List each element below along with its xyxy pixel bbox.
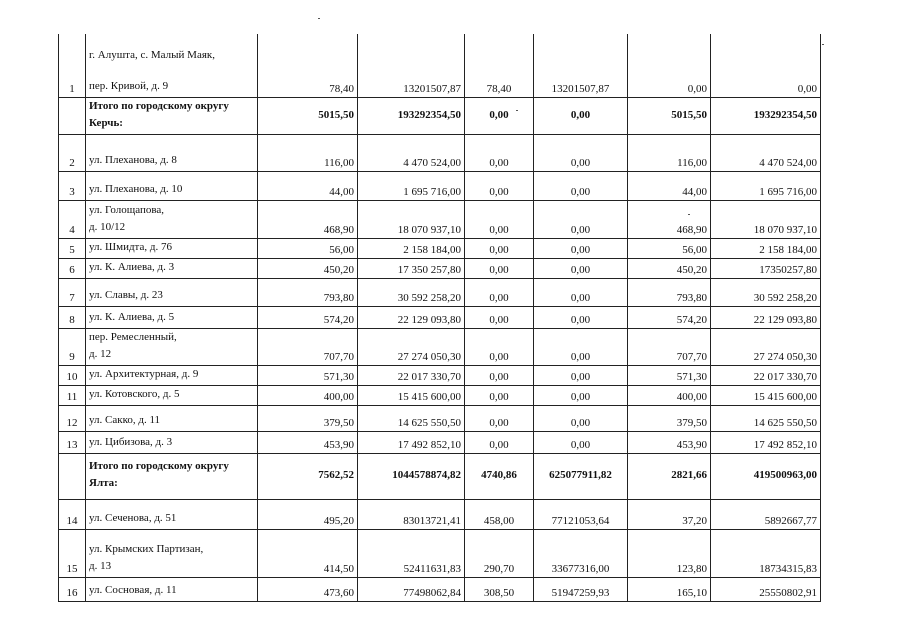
cost2-cell: 0,00 (534, 258, 628, 278)
cost2-cell: 0,00 (534, 171, 628, 200)
cost-cell: 1 695 716,00 (358, 171, 465, 200)
cost2-cell: 0,00 (534, 278, 628, 306)
area-cell: 44,00 (258, 171, 358, 200)
area3-cell: 574,20 (628, 306, 711, 328)
table-row (59, 499, 821, 529)
area2-cell: 0,00 (465, 306, 534, 328)
area2-cell: 0,00 (465, 365, 534, 385)
subtotal-row (59, 97, 821, 134)
cost-cell: 52411631,83 (358, 529, 465, 577)
cost2-cell: 77121053,64 (534, 499, 628, 529)
address-line: ул. Сосновая, д. 11 (89, 583, 177, 596)
table-row (59, 577, 821, 601)
row-number: 4 (59, 200, 86, 238)
cost3-cell: 18 070 937,10 (711, 200, 821, 238)
address-line: д. 13 (89, 559, 112, 572)
area-cell: 495,20 (258, 499, 358, 529)
area3-cell: 468,90 (628, 200, 711, 238)
address-line: ул. Плеханова, д. 10 (89, 182, 183, 195)
scan-speck (516, 110, 518, 111)
address-cell (86, 238, 258, 258)
row-number: 13 (59, 431, 86, 453)
cost2-cell: 0,00 (534, 328, 628, 365)
area3-cell: 56,00 (628, 238, 711, 258)
property-table (58, 34, 821, 602)
address-cell (86, 200, 258, 238)
cost2-cell: 0,00 (534, 238, 628, 258)
address-line: ул. Котовского, д. 5 (89, 387, 180, 400)
area-cell: 78,40 (258, 34, 358, 97)
area3-cell: 0,00 (628, 34, 711, 97)
table-body (59, 34, 821, 601)
area2-cell: 0,00 (465, 238, 534, 258)
scan-speck (318, 18, 320, 19)
cost3-cell: 25550802,91 (711, 577, 821, 601)
row-number: 3 (59, 171, 86, 200)
address-line: Керчь: (89, 116, 123, 129)
area-cell: 571,30 (258, 365, 358, 385)
area2-cell: 0,00 (465, 405, 534, 431)
area-cell: 453,90 (258, 431, 358, 453)
row-number: 10 (59, 365, 86, 385)
area2-cell: 0,00 (465, 200, 534, 238)
area-cell: 574,20 (258, 306, 358, 328)
cost-cell: 2 158 184,00 (358, 238, 465, 258)
area2-cell: 0,00 (465, 431, 534, 453)
address-cell (86, 134, 258, 171)
row-number: 12 (59, 405, 86, 431)
area2-cell: 78,40 (465, 34, 534, 97)
area3-cell: 400,00 (628, 385, 711, 405)
cost-cell: 83013721,41 (358, 499, 465, 529)
area-cell: 414,50 (258, 529, 358, 577)
cost2-cell: 0,00 (534, 385, 628, 405)
area-cell: 450,20 (258, 258, 358, 278)
address-line: ул. Голощапова, (89, 203, 165, 216)
table-row (59, 258, 821, 278)
row-number: 1 (59, 34, 86, 97)
cost2-cell: 0,00 (534, 431, 628, 453)
address-cell (86, 529, 258, 577)
row-number: 8 (59, 306, 86, 328)
area2-cell: 0,00 (465, 278, 534, 306)
scan-speck (688, 214, 690, 215)
address-line: ул. Шмидта, д. 76 (89, 240, 172, 253)
area-cell: 473,60 (258, 577, 358, 601)
cost-cell: 18 070 937,10 (358, 200, 465, 238)
area3-cell: 165,10 (628, 577, 711, 601)
row-number: 6 (59, 258, 86, 278)
cost2-cell: 0,00 (534, 134, 628, 171)
area3-cell: 37,20 (628, 499, 711, 529)
area-cell: 379,50 (258, 405, 358, 431)
address-line: Итого по городскому округу (89, 99, 229, 112)
cost-cell: 1044578874,82 (358, 453, 465, 499)
cost3-cell: 27 274 050,30 (711, 328, 821, 365)
address-line: пер. Кривой, д. 9 (89, 79, 169, 92)
address-line: Ялта: (89, 477, 118, 489)
area-cell: 7562,52 (258, 453, 358, 499)
scan-speck (822, 44, 824, 45)
address-cell (86, 405, 258, 431)
cost3-cell: 17 492 852,10 (711, 431, 821, 453)
area3-cell: 5015,50 (628, 97, 711, 134)
address-cell (86, 278, 258, 306)
cost3-cell: 2 158 184,00 (711, 238, 821, 258)
cost3-cell: 22 129 093,80 (711, 306, 821, 328)
area-cell: 116,00 (258, 134, 358, 171)
area2-cell: 0,00 (465, 134, 534, 171)
row-number: 2 (59, 134, 86, 171)
area3-cell: 793,80 (628, 278, 711, 306)
row-number: 16 (59, 577, 86, 601)
row-number: 9 (59, 328, 86, 365)
address-cell (86, 453, 258, 499)
cost3-cell: 1 695 716,00 (711, 171, 821, 200)
address-cell (86, 385, 258, 405)
area-cell: 56,00 (258, 238, 358, 258)
area-cell: 5015,50 (258, 97, 358, 134)
cost3-cell: 18734315,83 (711, 529, 821, 577)
area2-cell: 0,00 (465, 97, 534, 134)
area3-cell: 453,90 (628, 431, 711, 453)
cost-cell: 15 415 600,00 (358, 385, 465, 405)
area3-cell: 571,30 (628, 365, 711, 385)
area2-cell: 0,00 (465, 258, 534, 278)
table-row (59, 529, 821, 577)
area-cell: 400,00 (258, 385, 358, 405)
cost-cell: 13201507,87 (358, 34, 465, 97)
cost-cell: 193292354,50 (358, 97, 465, 134)
cost-cell: 14 625 550,50 (358, 405, 465, 431)
address-line: ул. Цибизова, д. 3 (89, 435, 173, 448)
table-row (59, 34, 821, 97)
address-line: ул. Славы, д. 23 (89, 288, 163, 301)
address-cell (86, 97, 258, 134)
row-number (59, 97, 86, 134)
subtotal-row (59, 453, 821, 499)
cost3-cell: 0,00 (711, 34, 821, 97)
address-line: ул. К. Алиева, д. 3 (89, 260, 175, 273)
cost3-cell: 5892667,77 (711, 499, 821, 529)
table-row (59, 134, 821, 171)
area2-cell: 0,00 (465, 328, 534, 365)
address-line: ул. Крымских Партизан, (89, 542, 204, 555)
address-line: ул. Архитектурная, д. 9 (89, 367, 199, 380)
address-line: д. 12 (89, 347, 112, 360)
cost2-cell: 0,00 (534, 365, 628, 385)
address-cell (86, 431, 258, 453)
area2-cell: 290,70 (465, 529, 534, 577)
cost3-cell: 17350257,80 (711, 258, 821, 278)
area3-cell: 123,80 (628, 529, 711, 577)
area2-cell: 0,00 (465, 171, 534, 200)
area3-cell: 116,00 (628, 134, 711, 171)
cost-cell: 30 592 258,20 (358, 278, 465, 306)
cost2-cell: 0,00 (534, 97, 628, 134)
row-number: 5 (59, 238, 86, 258)
address-cell (86, 365, 258, 385)
cost2-cell: 51947259,93 (534, 577, 628, 601)
cost-cell: 22 129 093,80 (358, 306, 465, 328)
table-row (59, 328, 821, 365)
address-line: пер. Ремесленный, (89, 330, 177, 343)
row-number: 14 (59, 499, 86, 529)
cost3-cell: 193292354,50 (711, 97, 821, 134)
cost2-cell: 625077911,82 (534, 453, 628, 499)
address-line: ул. К. Алиева, д. 5 (89, 310, 175, 323)
address-cell (86, 499, 258, 529)
table-row (59, 171, 821, 200)
area3-cell: 2821,66 (628, 453, 711, 499)
row-number: 11 (59, 385, 86, 405)
area2-cell: 4740,86 (465, 453, 534, 499)
row-number: 15 (59, 529, 86, 577)
table-row (59, 385, 821, 405)
address-cell (86, 328, 258, 365)
area3-cell: 707,70 (628, 328, 711, 365)
area3-cell: 450,20 (628, 258, 711, 278)
address-line: Итого по городскому округу (89, 460, 229, 472)
address-cell (86, 171, 258, 200)
table-row (59, 238, 821, 258)
cost3-cell: 4 470 524,00 (711, 134, 821, 171)
cost3-cell: 419500963,00 (711, 453, 821, 499)
area3-cell: 379,50 (628, 405, 711, 431)
area-cell: 793,80 (258, 278, 358, 306)
area-cell: 707,70 (258, 328, 358, 365)
address-cell (86, 34, 258, 97)
table-row (59, 278, 821, 306)
cost2-cell: 33677316,00 (534, 529, 628, 577)
table-row (59, 405, 821, 431)
cost2-cell: 0,00 (534, 405, 628, 431)
cost-cell: 4 470 524,00 (358, 134, 465, 171)
cost2-cell: 0,00 (534, 306, 628, 328)
cost-cell: 77498062,84 (358, 577, 465, 601)
table-row (59, 431, 821, 453)
table-row (59, 365, 821, 385)
row-number (59, 453, 86, 499)
area2-cell: 308,50 (465, 577, 534, 601)
address-cell (86, 258, 258, 278)
area2-cell: 0,00 (465, 385, 534, 405)
cost3-cell: 30 592 258,20 (711, 278, 821, 306)
address-line: д. 10/12 (89, 220, 126, 233)
row-number: 7 (59, 278, 86, 306)
address-line: ул. Сакко, д. 11 (89, 413, 161, 426)
table-row (59, 200, 821, 238)
area-cell: 468,90 (258, 200, 358, 238)
cost2-cell: 13201507,87 (534, 34, 628, 97)
cost-cell: 17 492 852,10 (358, 431, 465, 453)
area3-cell: 44,00 (628, 171, 711, 200)
table-row (59, 306, 821, 328)
address-cell (86, 306, 258, 328)
cost-cell: 27 274 050,30 (358, 328, 465, 365)
address-line: г. Алушта, с. Малый Маяк, (89, 48, 215, 61)
cost3-cell: 22 017 330,70 (711, 365, 821, 385)
address-cell (86, 577, 258, 601)
area2-cell: 458,00 (465, 499, 534, 529)
address-line: ул. Плеханова, д. 8 (89, 153, 177, 166)
cost-cell: 17 350 257,80 (358, 258, 465, 278)
cost3-cell: 15 415 600,00 (711, 385, 821, 405)
cost3-cell: 14 625 550,50 (711, 405, 821, 431)
cost-cell: 22 017 330,70 (358, 365, 465, 385)
address-line: ул. Сеченова, д. 51 (89, 511, 177, 524)
cost2-cell: 0,00 (534, 200, 628, 238)
